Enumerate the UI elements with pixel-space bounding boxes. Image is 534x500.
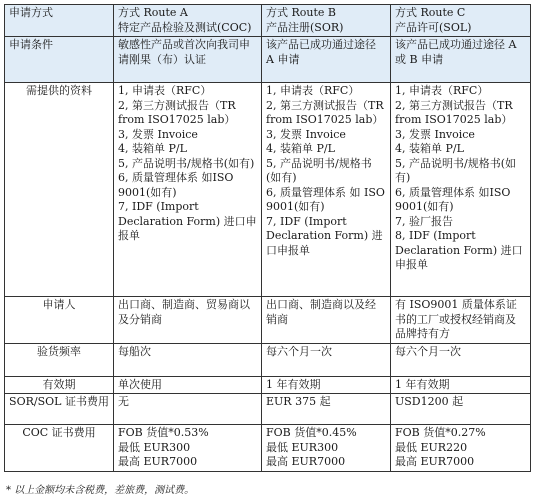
coc-b-rate: FOB 货值*0.45%: [266, 426, 357, 439]
validity-row: [5, 376, 531, 394]
applicant-route-c: 有 ISO9001 质量体系证书的工厂或授权经销商及品牌持有方: [391, 297, 531, 344]
doc-b-2: 2, 第三方测试报告（TR from ISO17025 lab）: [266, 98, 384, 126]
coc-a-min: 最低 EUR300: [118, 440, 191, 454]
doc-c-8: 8, IDF (Import Declaration Form) 进口申报单: [395, 229, 523, 271]
coc-a-rate: FOB 货值*0.53%: [118, 426, 209, 439]
inspection-route-a: 每船次: [114, 343, 262, 376]
conditions-route-c: 该产品已成功通过途径 A 或 B 申请: [391, 37, 531, 83]
doc-b-7: 7, IDF (Import Declaration Form) 进口申报单: [266, 214, 383, 257]
coc-fee-route-c: [391, 425, 531, 472]
route-b-sub: 产品注册(SOR): [266, 20, 344, 34]
route-a-sub: 特定产品检验及测试(COC): [118, 20, 252, 34]
doc-c-2: 2, 第三方测试报告（TR from ISO17025 lab）: [395, 98, 513, 126]
coc-fee-row: [5, 425, 531, 472]
header-route-b: [262, 5, 391, 37]
route-c-name: 方式 Route C: [395, 6, 466, 19]
coc-fee-route-a: [114, 425, 262, 472]
coc-b-max: 最高 EUR7000: [266, 455, 346, 468]
inspection-row: [5, 343, 531, 376]
sor-fee-route-b: EUR 375 起: [262, 394, 391, 425]
documents-route-a: [114, 83, 262, 297]
doc-c-1: 1, 申请表（RFC）: [395, 84, 489, 97]
doc-b-1: 1, 申请表（RFC）: [266, 84, 360, 97]
conditions-row: [5, 37, 531, 83]
sor-fee-route-a: 无: [114, 394, 262, 425]
doc-a-5: 5, 产品说明书/规格书(如有): [118, 156, 255, 170]
header-application-method: 申请方式: [5, 5, 114, 37]
sor-fee-label: SOR/SOL 证书费用: [5, 394, 114, 425]
coc-c-max: 最高 EUR7000: [395, 455, 475, 468]
applicant-route-a: 出口商、制造商、贸易商以及分销商: [114, 297, 262, 344]
validity-route-a: 单次使用: [114, 376, 262, 394]
inspection-route-b: 每六个月一次: [262, 343, 391, 376]
coc-fee-route-b: [262, 425, 391, 472]
route-b-name: 方式 Route B: [266, 6, 336, 19]
sor-fee-row: [5, 394, 531, 425]
header-route-a: [114, 5, 262, 37]
coc-c-rate: FOB 货值*0.27%: [395, 426, 486, 439]
doc-b-5: 5, 产品说明书/规格书(如有): [266, 156, 372, 184]
validity-label: 有效期: [5, 376, 114, 394]
doc-b-4: 4, 装箱单 P/L: [266, 142, 335, 155]
doc-b-3: 3, 发票 Invoice: [266, 127, 346, 141]
certification-table-container: [4, 4, 530, 472]
doc-a-2: 2, 第三方测试报告（TR from ISO17025 lab）: [118, 98, 236, 126]
conditions-label: 申请条件: [5, 37, 114, 83]
doc-c-6: 6, 质量管理体系 如ISO 9001(如有): [395, 185, 511, 213]
doc-a-6: 6, 质量管理体系 如ISO 9001(如有): [118, 171, 234, 199]
applicant-row: [5, 297, 531, 344]
validity-route-c: 1 年有效期: [391, 376, 531, 394]
certification-routes-table: [4, 4, 531, 472]
documents-label: 需提供的资料: [5, 83, 114, 297]
route-a-name: 方式 Route A: [118, 6, 188, 19]
footnote: * 以上金额均未含税费，差旅费，测试费。: [6, 485, 195, 496]
doc-a-4: 4, 装箱单 P/L: [118, 142, 187, 155]
inspection-label: 验货频率: [5, 343, 114, 376]
doc-c-4: 4, 装箱单 P/L: [395, 142, 464, 155]
documents-row: [5, 83, 531, 297]
doc-b-6: 6, 质量管理体系 如 ISO 9001(如有): [266, 185, 385, 213]
coc-fee-label: COC 证书费用: [5, 425, 114, 472]
header-route-c: [391, 5, 531, 37]
doc-c-7: 7, 验厂报告: [395, 214, 453, 228]
documents-route-b: [262, 83, 391, 297]
conditions-route-a: 敏感性产品或首次向我司申请刚果（布）认证: [114, 37, 262, 83]
conditions-route-b: 该产品已成功通过途径 A 申请: [262, 37, 391, 83]
header-row: [5, 5, 531, 37]
documents-route-c: [391, 83, 531, 297]
doc-a-3: 3, 发票 Invoice: [118, 127, 198, 141]
route-c-sub: 产品许可(SOL): [395, 20, 472, 34]
doc-c-3: 3, 发票 Invoice: [395, 127, 475, 141]
doc-c-5: 5, 产品说明书/规格书(如有): [395, 156, 516, 184]
applicant-route-b: 出口商、制造商以及经销商: [262, 297, 391, 344]
sor-fee-route-c: USD1200 起: [391, 394, 531, 425]
validity-route-b: 1 年有效期: [262, 376, 391, 394]
inspection-route-c: 每六个月一次: [391, 343, 531, 376]
doc-a-7: 7, IDF (Import Declaration Form) 进口申报单: [118, 200, 257, 242]
coc-a-max: 最高 EUR7000: [118, 455, 198, 468]
coc-b-min: 最低 EUR300: [266, 440, 339, 454]
coc-c-min: 最低 EUR220: [395, 440, 468, 454]
applicant-label: 申请人: [5, 297, 114, 344]
doc-a-1: 1, 申请表（RFC）: [118, 84, 212, 97]
